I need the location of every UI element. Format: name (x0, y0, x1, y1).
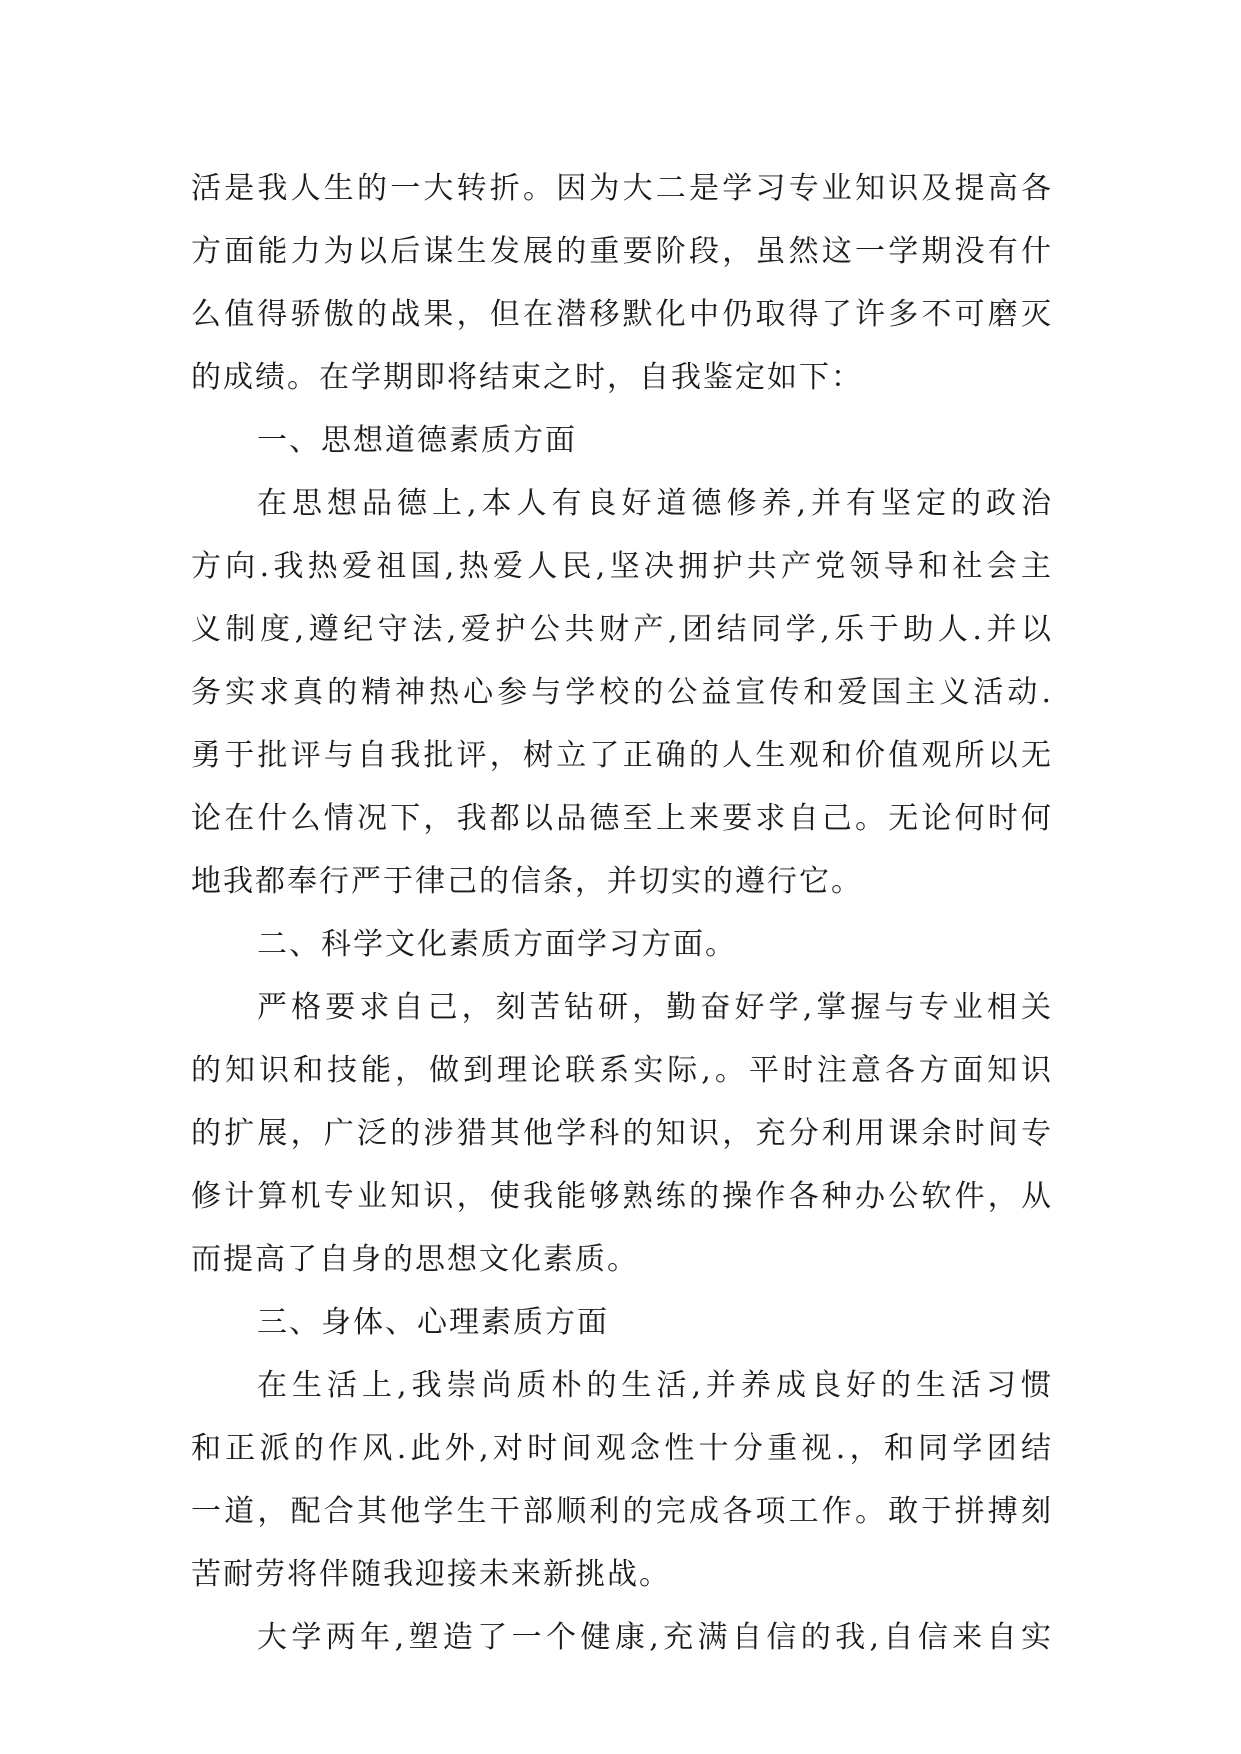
text-line: 地我都奉行严于律己的信条，并切实的遵行它。 (191, 864, 863, 899)
text-line: 勇于批评与自我批评，树立了正确的人生观和价值观所以无 (191, 738, 1053, 773)
paragraph-start-line: 严格要求自己，刻苦钻研，勤奋好学,掌握与专业相关 (257, 990, 1053, 1025)
text-line: 务实求真的精神热心参与学校的公益宣传和爱国主义活动. (191, 675, 1053, 710)
text-line: 一道，配合其他学生干部顺利的完成各项工作。敢于拼搏刻 (191, 1494, 1053, 1529)
text-line: 的知识和技能，做到理论联系实际,。平时注意各方面知识 (191, 1053, 1053, 1088)
text-line: 苦耐劳将伴随我迎接未来新挑战。 (191, 1557, 671, 1592)
text-line: 修计算机专业知识，使我能够熟练的操作各种办公软件，从 (191, 1179, 1053, 1214)
paragraph-start-line: 在思想品德上,本人有良好道德修养,并有坚定的政治 (257, 486, 1053, 521)
text-line: 论在什么情况下，我都以品德至上来要求自己。无论何时何 (191, 801, 1053, 836)
paragraph-start-line: 在生活上,我崇尚质朴的生活,并养成良好的生活习惯 (257, 1368, 1053, 1403)
text-line: 方面能力为以后谋生发展的重要阶段，虽然这一学期没有什 (191, 234, 1053, 269)
text-line: 义制度,遵纪守法,爱护公共财产,团结同学,乐于助人.并以 (191, 612, 1053, 647)
text-line: 么值得骄傲的战果，但在潜移默化中仍取得了许多不可磨灭 (191, 297, 1053, 332)
paragraph-start-line: 大学两年,塑造了一个健康,充满自信的我,自信来自实 (257, 1620, 1053, 1655)
document-body (191, 157, 1053, 1669)
text-line: 方向.我热爱祖国,热爱人民,坚决拥护共产党领导和社会主 (191, 549, 1053, 584)
text-line: 活是我人生的一大转折。因为大二是学习专业知识及提高各 (191, 171, 1053, 206)
text-line: 和正派的作风.此外,对时间观念性十分重视.，和同学团结 (191, 1431, 1053, 1466)
paragraph-start-line: 三、身体、心理素质方面 (257, 1305, 609, 1340)
text-line: 而提高了自身的思想文化素质。 (191, 1242, 639, 1277)
text-line: 的成绩。在学期即将结束之时，自我鉴定如下： (191, 360, 863, 395)
paragraph-start-line: 一、思想道德素质方面 (257, 423, 577, 458)
text-line: 的扩展，广泛的涉猎其他学科的知识，充分利用课余时间专 (191, 1116, 1053, 1151)
paragraph-start-line: 二、科学文化素质方面学习方面。 (257, 927, 737, 962)
